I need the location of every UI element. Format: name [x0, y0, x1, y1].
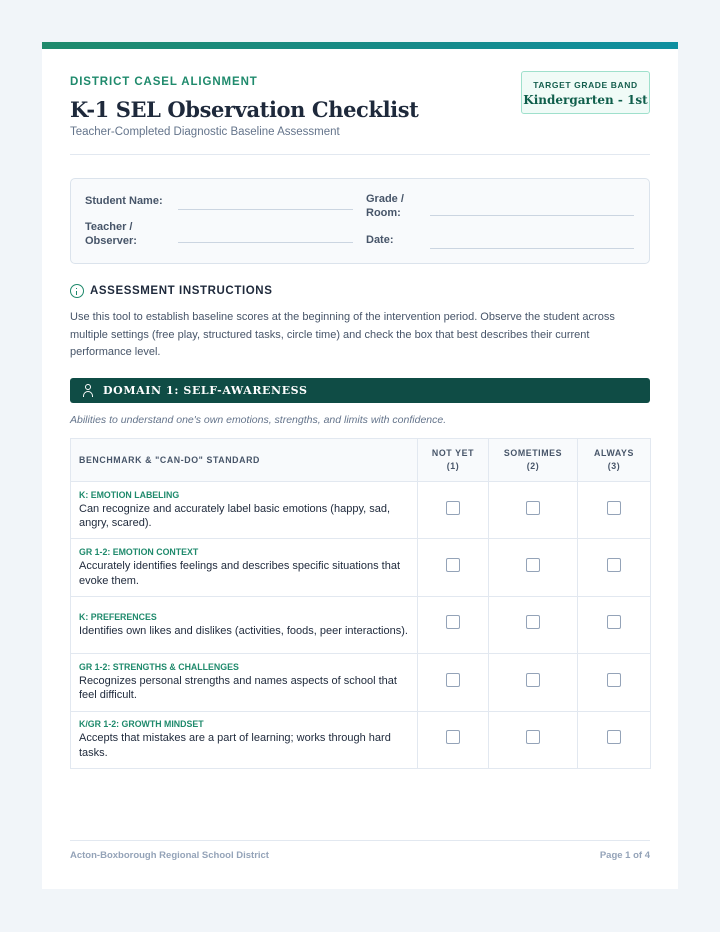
benchmark-cell — [71, 539, 418, 596]
benchmark-code: GR 1-2: EMOTION CONTEXT — [79, 547, 199, 558]
header-divider — [70, 154, 650, 155]
sometimes-checkbox[interactable] — [526, 730, 540, 744]
footer-page-number: Page 1 of 4 — [599, 850, 650, 861]
not-yet-checkbox[interactable] — [446, 730, 460, 744]
date-label: Date: — [366, 234, 394, 246]
benchmark-code: GR 1-2: STRENGTHS & CHALLENGES — [79, 661, 239, 672]
not-yet-checkbox[interactable] — [446, 501, 460, 515]
footer-district: Acton-Boxborough Regional School District — [70, 850, 269, 861]
grade-room-label: Grade / Room: — [366, 193, 404, 219]
domain-description: Abilities to understand one's own emotions, strengths, and limits with confidence. — [70, 414, 447, 426]
table-row — [71, 711, 651, 768]
table-row — [71, 482, 651, 539]
always-checkbox[interactable] — [607, 615, 621, 629]
footer-divider — [70, 840, 650, 841]
header-always: ALWAYS (3) — [578, 439, 651, 482]
grade-band-value: Kindergarten - 1st — [523, 93, 648, 107]
always-checkbox[interactable] — [607, 673, 621, 687]
benchmark-text: Accepts that mistakes are a part of learning; works through hard tasks. — [79, 732, 391, 759]
always-checkbox[interactable] — [607, 501, 621, 515]
domain-banner — [70, 378, 650, 403]
benchmark-text: Can recognize and accurately label basic emotions (happy, sad, angry, scared). — [79, 502, 391, 530]
info-icon — [70, 284, 84, 298]
sometimes-checkbox[interactable] — [526, 501, 540, 515]
benchmark-table — [70, 438, 651, 769]
benchmark-code: K: PREFERENCES — [79, 611, 157, 622]
header-not-yet: NOT YET (1) — [418, 439, 489, 482]
benchmark-code: K/GR 1-2: GROWTH MINDSET — [79, 719, 204, 730]
always-checkbox[interactable] — [607, 730, 621, 744]
page-title: K-1 SEL Observation Checklist — [70, 97, 419, 122]
date-field[interactable] — [430, 248, 634, 249]
checklist-page — [42, 42, 678, 889]
benchmark-text: Recognizes personal strengths and names aspects of school that feel difficult. — [79, 674, 397, 702]
table-row — [71, 596, 651, 653]
page-subtitle: Teacher-Completed Diagnostic Baseline Assessment — [70, 126, 340, 138]
instructions-body: Use this tool to establish baseline scores at the beginning of the intervention period. Observe the student across multiple settings (free play, structured tasks, circle time) and check the box that best describes their current performance level. — [70, 311, 615, 358]
not-yet-checkbox[interactable] — [446, 558, 460, 572]
grade-band-badge — [521, 71, 650, 114]
instructions-heading — [70, 284, 272, 298]
person-icon — [82, 384, 94, 397]
teacher-observer-field[interactable] — [178, 242, 353, 243]
teacher-observer-label: Teacher / Observer: — [85, 221, 137, 247]
student-name-label: Student Name: — [85, 195, 163, 207]
student-info-card — [70, 178, 650, 264]
header-sometimes: SOMETIMES (2) — [489, 439, 578, 482]
student-name-field[interactable] — [178, 209, 353, 210]
eyebrow-label: DISTRICT CASEL ALIGNMENT — [70, 76, 258, 88]
not-yet-checkbox[interactable] — [446, 615, 460, 629]
table-row — [71, 654, 651, 711]
domain-title: DOMAIN 1: SELF-AWARENESS — [103, 384, 308, 397]
sometimes-checkbox[interactable] — [526, 558, 540, 572]
always-checkbox[interactable] — [607, 558, 621, 572]
benchmark-cell — [71, 482, 418, 539]
sometimes-checkbox[interactable] — [526, 615, 540, 629]
instructions-title: ASSESSMENT INSTRUCTIONS — [90, 285, 273, 297]
benchmark-cell — [71, 711, 418, 768]
benchmark-text: Accurately identifies feelings and describes specific situations that evoke them. — [79, 560, 401, 587]
grade-band-label: TARGET GRADE BAND — [533, 80, 638, 90]
grade-room-field[interactable] — [430, 215, 634, 216]
not-yet-checkbox[interactable] — [446, 673, 460, 687]
benchmark-text: Identifies own likes and dislikes (activities, foods, peer interactions). — [79, 624, 408, 637]
benchmark-cell — [71, 596, 418, 653]
header-benchmark: BENCHMARK & "CAN-DO" STANDARD — [71, 439, 418, 482]
table-row — [71, 539, 651, 596]
benchmark-cell — [71, 654, 418, 711]
accent-bar — [42, 42, 678, 49]
benchmark-code: K: EMOTION LABELING — [79, 489, 180, 500]
sometimes-checkbox[interactable] — [526, 673, 540, 687]
table-header-row — [71, 439, 651, 482]
